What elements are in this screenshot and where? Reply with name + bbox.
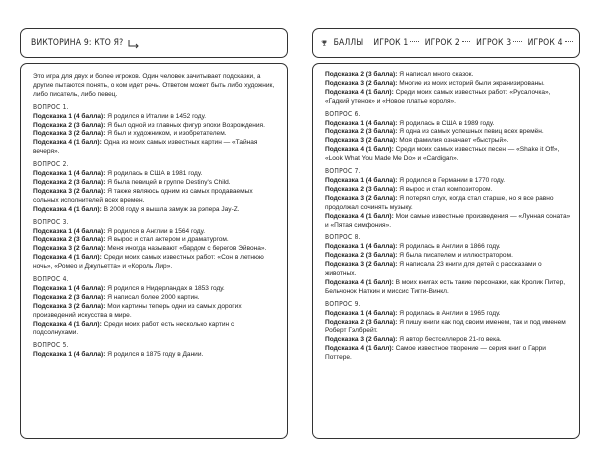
player-4-label: ИГРОК 4 [527,38,563,48]
hint-text: Я был одной из главных фигур эпохи Возрождения. [105,121,265,129]
hint-text: Я родился в Нидерландах в 1853 году. [105,284,225,292]
hint-label: Подсказка 4 (1 балл): [325,278,394,286]
continued-hints [325,71,571,107]
hint [33,130,279,139]
hint-label: Подсказка 1 (4 балла): [33,227,106,235]
hint-text: Я написала 23 книги для детей с рассказами о животных. [325,261,542,278]
hint-text: Я также являюсь одним из самых продаваемых сольных исполнителей всех времен. [33,187,253,204]
hint-text: Я был и художником, и изобретателем. [105,130,227,138]
hint [325,146,571,164]
question-title: ВОПРОС 1. [33,102,69,111]
hint [325,177,571,186]
hint-label: Подсказка 1 (4 балла): [325,243,398,251]
questions-panel-left [20,63,288,439]
hint-label: Подсказка 1 (4 балла): [33,112,106,120]
hint-label: Подсказка 3 (2 балла): [33,187,106,195]
hint [33,321,279,339]
hint-label: Подсказка 1 (4 балла): [33,351,106,359]
hint-label: Подсказка 2 (3 балла): [33,121,106,129]
hint-label: Подсказка 4 (1 балл): [33,254,102,262]
hint [325,261,571,279]
hint-text: В 2008 году я вышла замуж за рэпера Jay-Z. [101,205,240,213]
hint-label: Подсказка 2 (3 балла): [325,128,398,136]
hint-label: Подсказка 4 (1 балл): [325,146,394,154]
hint [33,254,279,272]
hint-label: Подсказка 2 (3 балла): [325,71,398,78]
hint [33,351,279,360]
hint-label: Подсказка 4 (1 балл): [325,88,394,96]
scores-header [312,28,580,58]
hint-label: Подсказка 2 (3 балла): [33,293,106,301]
player-3-score-field[interactable] [513,41,521,42]
hint-text: Я родился в Англии в 1564 году. [105,227,206,235]
hint-label: Подсказка 3 (2 балла): [33,302,106,310]
hint-label: Подсказка 1 (4 балла): [325,309,398,317]
hint [33,179,279,188]
hint-label: Подсказка 2 (3 балла): [325,318,398,326]
hint [325,89,571,107]
hint-label: Подсказка 2 (3 балла): [33,236,106,244]
hint-text: Я родился в Германии в 1770 году. [397,176,506,184]
hint [325,252,571,261]
hint [33,245,279,254]
hint [325,345,571,363]
player-2-score-field[interactable] [462,41,470,42]
question-list-right [325,110,571,363]
hint [33,285,279,294]
hint [33,139,279,157]
hint-label: Подсказка 4 (1 балл): [33,320,102,328]
scores-label: БАЛЛЫ [333,38,364,48]
arrow-down-right-icon [128,39,140,49]
hint-text: Я пишу книги как под своим именем, так и под именем Роберт Гэлбрейт. [325,318,566,335]
hint-text: Я родилась в США в 1981 году. [105,170,203,178]
hint [325,243,571,252]
hint-text: Мои самые известные произведения — «Лунная соната» и «Пятая симфония». [325,212,571,229]
hint [33,303,279,321]
hint-text: Многие из моих историй были экранизированы. [397,79,545,87]
question-title: ВОПРОС 7. [325,167,361,176]
question-title: ВОПРОС 9. [325,299,361,308]
player-2-label: ИГРОК 2 [424,38,460,48]
hint-text: Я родился в Италии в 1452 году. [105,112,207,120]
hint [325,213,571,231]
hint-text: Одна из моих самых известных картин — «Тайная вечеря». [33,139,258,156]
hint-text: Среди моих самых известных песен — «Shake it Off», «Look What You Made Me Do» и «Cardigan». [325,146,560,163]
hint-label: Подсказка 4 (1 балл): [325,345,394,353]
hint-text: Я написал много сказок. [397,71,474,78]
hint [325,310,571,319]
question-title: ВОПРОС 4. [33,275,69,284]
hint [33,113,279,122]
hint [325,128,571,137]
hint [325,195,571,213]
player-1-label: ИГРОК 1 [373,38,409,48]
hint-label: Подсказка 4 (1 балл): [325,212,394,220]
hint-text: Среди моих самых известных работ: «Сон в летнюю ночь», «Ромео и Джульетта» и «Король Лир». [33,254,264,271]
hint [33,294,279,303]
quiz-header [20,28,288,58]
hint-text: Моя фамилия означает «быстрый». [397,137,509,145]
hint-label: Подсказка 4 (1 балл): [33,139,102,147]
right-page [300,0,600,461]
hint-text: Среди моих работ есть несколько картин с подсолнухами. [33,320,235,337]
hint-text: Меня иногда называют «бардом с берегов Эйвона». [105,245,267,253]
trophy-icon [321,35,328,51]
hint-label: Подсказка 1 (4 балла): [33,170,106,178]
hint [325,186,571,195]
hint [33,188,279,206]
hint [325,137,571,146]
hint-text: Я вырос и стал композитором. [397,185,493,193]
hint [325,80,571,89]
hint-text: Я была певицей в группе Destiny's Child. [105,178,231,186]
hint-label: Подсказка 1 (4 балла): [325,119,398,127]
hint-label: Подсказка 2 (3 балла): [325,185,398,193]
question-title: ВОПРОС 6. [325,109,361,118]
hint-label: Подсказка 3 (2 балла): [325,79,398,87]
hint-text: Я родилась в США в 1989 году. [397,119,495,127]
hint-text: Я вырос и стал актером и драматургом. [105,236,229,244]
hint-text: Я родился в 1875 году в Дании. [105,351,204,359]
hint-label: Подсказка 1 (4 балла): [33,284,106,292]
hint-text: Я потерял слух, когда стал старше, но я все равно продолжал сочинять музыку. [325,194,554,211]
hint-text: Я родилась в Англии в 1965 году. [397,309,501,317]
hint [33,206,279,215]
question-title: ВОПРОС 5. [33,341,69,350]
hint-label: Подсказка 3 (2 балла): [325,194,398,202]
hint-text: В моих книгах есть такие персонажи, как Кролик Питер, Бельчонок Наткин и миссис Тигги-Винкл. [325,278,566,295]
hint-label: Подсказка 3 (2 балла): [33,130,106,138]
hint-label: Подсказка 2 (3 балла): [325,252,398,260]
hint-text: Самое известное творение — серия книг о Гарри Поттере. [325,345,546,362]
hint-text: Мои картины теперь одни из самых дорогих произведений искусства в мире. [33,302,242,319]
hint-label: Подсказка 2 (3 балла): [33,178,106,186]
hint-label: Подсказка 3 (2 балла): [33,245,106,253]
hint-label: Подсказка 4 (1 балл): [33,205,102,213]
hint-text: Среди моих самых известных работ: «Русалочка», «Гадкий утенок» и «Новое платье короля». [325,88,551,105]
hint-label: Подсказка 3 (2 балла): [325,261,398,269]
hint-label: Подсказка 3 (2 балла): [325,336,398,344]
hint [325,336,571,345]
player-4-score-field[interactable] [565,41,573,42]
hint-text: Я одна из самых успешных певиц всех времён. [397,128,544,136]
hint-label: Подсказка 3 (2 балла): [325,137,398,145]
question-title: ВОПРОС 8. [325,233,361,242]
hint-text: Я была писателем и иллюстратором. [397,252,513,260]
question-list-left [33,103,279,360]
hint [325,319,571,337]
quiz-title: ВИКТОРИНА 9: КТО Я? [31,38,124,48]
hint-label: Подсказка 1 (4 балла): [325,176,398,184]
player-3-label: ИГРОК 3 [476,38,512,48]
hint [325,279,571,297]
question-title: ВОПРОС 2. [33,160,69,169]
hint [325,71,571,80]
intro-text: Это игра для двух и более игроков. Один человек зачитывает подсказки, а другие пытаются понять, о ком идет речь. Ответом может быть либо художник, либо писатель, либо певец. [33,73,275,98]
question-title: ВОПРОС 3. [33,217,69,226]
player-1-score-field[interactable] [410,41,418,42]
hint-text: Я родилась в Англии в 1866 году. [397,243,501,251]
questions-panel-right [312,63,580,439]
hint-text: Я написал более 2000 картин. [105,293,200,301]
hint [33,170,279,179]
hint-text: Я автор бестселлеров 21-го века. [397,336,502,344]
hint [33,236,279,245]
